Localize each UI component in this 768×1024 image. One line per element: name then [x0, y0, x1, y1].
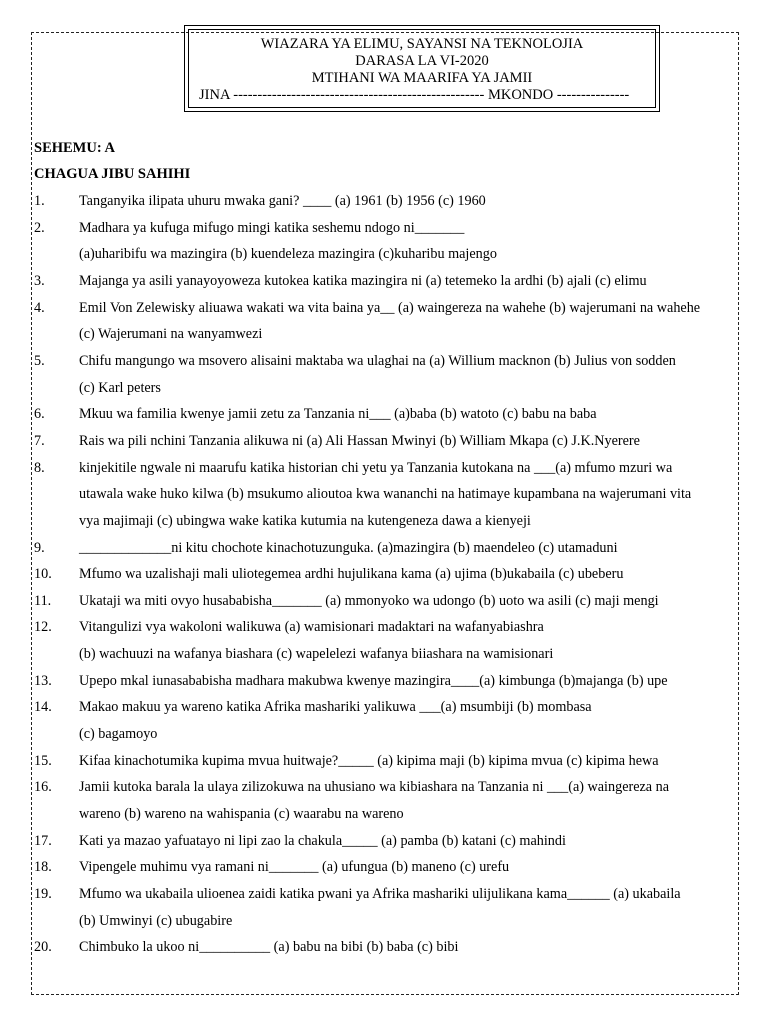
- name-stream-line: JINA ---------------------------------------------------- MKONDO ---------------: [199, 87, 630, 103]
- question-text: Madhara ya kufuga mifugo mingi katika seshemu ndogo ni_______: [79, 219, 465, 236]
- question-number: 14.: [34, 699, 52, 716]
- question-text: Vitangulizi vya wakoloni walikuwa (a) wamisionari madaktari na wafanyabiashra: [79, 619, 544, 636]
- question-text: Mfumo wa uzalishaji mali uliotegemea ardhi hujulikana kama (a) ujima (b)ukabaila (c) ubeberu: [79, 566, 624, 583]
- question-text: Kati ya mazao yafuatayo ni lipi zao la chakula_____ (a) pamba (b) katani (c) mahindi: [79, 832, 566, 849]
- question-text: kinjekitile ngwale ni maarufu katika historian chi yetu ya Tanzania kutokana na ___(a) mfumo mzuri wa: [79, 459, 673, 476]
- question-number: 11.: [34, 592, 52, 609]
- question-number: 9.: [34, 539, 45, 556]
- question-text: Makao makuu ya wareno katika Afrika mashariki yalikuwa ___(a) msumbiji (b) mombasa: [79, 699, 592, 716]
- section-title: SEHEMU: A: [34, 140, 115, 156]
- question-text: Chimbuko la ukoo ni__________ (a) babu na bibi (b) baba (c) bibi: [79, 939, 459, 956]
- question-text: Tanganyika ilipata uhuru mwaka gani? ____ (a) 1961 (b) 1956 (c) 1960: [79, 193, 486, 209]
- class-title: DARASA LA VI-2020: [355, 53, 489, 69]
- question-number: 7.: [34, 432, 45, 449]
- exam-header: [184, 25, 660, 112]
- question-text: (b) Umwinyi (c) ubugabire: [79, 912, 233, 929]
- question-number: 15.: [34, 752, 52, 769]
- question-number: 12.: [34, 619, 52, 636]
- question-number: 3.: [34, 272, 45, 289]
- ministry-title: WIAZARA YA ELIMU, SAYANSI NA TEKNOLOJIA: [260, 36, 584, 52]
- question-text: Jamii kutoka barala la ulaya zilizokuwa na uhusiano wa kibiashara na Tanzania ni ___(a) waingereza na: [79, 779, 670, 796]
- question-text: (c) Wajerumani na wanyamwezi: [79, 326, 263, 343]
- question-number: 2.: [34, 219, 45, 236]
- question-number: 1.: [34, 193, 45, 209]
- question-number: 4.: [34, 299, 45, 316]
- question-text: Upepo mkal iunasababisha madhara makubwa kwenye mazingira____(a) kimbunga (b)majanga (b) upe: [79, 672, 668, 689]
- section-instruction: CHAGUA JIBU SAHIHI: [34, 166, 191, 182]
- question-number: 13.: [34, 672, 52, 689]
- question-text: Emil Von Zelewisky aliuawa wakati wa vita baina ya__ (a) waingereza na wahehe (b) wajerumani na wahehe: [79, 299, 701, 316]
- question-text: Mfumo wa ukabaila ulioenea zaidi katika pwani ya Afrika mashariki ulijulikana kama______ (a) ukabaila: [79, 885, 681, 902]
- question-text: Majanga ya asili yanayoyoweza kutokea katika mazingira ni (a) tetemeko la ardhi (b) ajali (c) elimu: [79, 272, 647, 289]
- question-number: 17.: [34, 832, 52, 849]
- question-text: Ukataji wa miti ovyo husababisha_______ (a) mmonyoko wa udongo (b) uoto wa asili (c) maji mengi: [79, 592, 659, 609]
- question-number: 19.: [34, 885, 52, 902]
- question-text: (c) bagamoyo: [79, 726, 158, 742]
- question-text: Mkuu wa familia kwenye jamii zetu za Tanzania ni___ (a)baba (b) watoto (c) babu na baba: [79, 406, 597, 423]
- question-text: _____________ni kitu chochote kinachotuzunguka. (a)mazingira (b) maendeleo (c) utamaduni: [79, 539, 618, 556]
- question-text: Vipengele muhimu vya ramani ni_______ (a) ufungua (b) maneno (c) urefu: [79, 859, 510, 876]
- exam-title: MTIHANI WA MAARIFA YA JAMII: [311, 70, 533, 86]
- question-text: utawala wake huko kilwa (b) msukumo alioutoa kwa wananchi na hatimaye kupambana na wajerumani vita: [79, 486, 692, 503]
- question-text: Kifaa kinachotumika kupima mvua huitwaje?_____ (a) kipima maji (b) kipima mvua (c) kipima hewa: [79, 752, 659, 769]
- question-number: 18.: [34, 859, 52, 876]
- question-text: (b) wachuuzi na wafanya biashara (c) wapelelezi wafanya biiashara na wamisionari: [79, 646, 554, 662]
- question-text: (c) Karl peters: [79, 379, 161, 396]
- question-number: 5.: [34, 352, 45, 369]
- question-number: 8.: [34, 459, 45, 476]
- question-number: 20.: [34, 939, 52, 956]
- question-text: (a)uharibifu wa mazingira (b) kuendeleza mazingira (c)kuharibu majengo: [79, 246, 497, 263]
- question-number: 10.: [34, 566, 52, 583]
- question-number: 16.: [34, 779, 52, 796]
- question-text: vya majimaji (c) ubingwa wake katika kutumia na kutengeneza dawa a kienyeji: [79, 512, 531, 529]
- question-text: Rais wa pili nchini Tanzania alikuwa ni (a) Ali Hassan Mwinyi (b) William Mkapa (c) J.K.Nyerere: [79, 432, 640, 449]
- question-text: wareno (b) wareno na wahispania (c) waarabu na wareno: [79, 805, 404, 822]
- question-number: 6.: [34, 406, 45, 423]
- question-text: Chifu mangungo wa msovero alisaini maktaba wa ulaghai na (a) Willium macknon (b) Julius von sodden: [79, 352, 676, 369]
- exam-header-inner: [188, 29, 656, 108]
